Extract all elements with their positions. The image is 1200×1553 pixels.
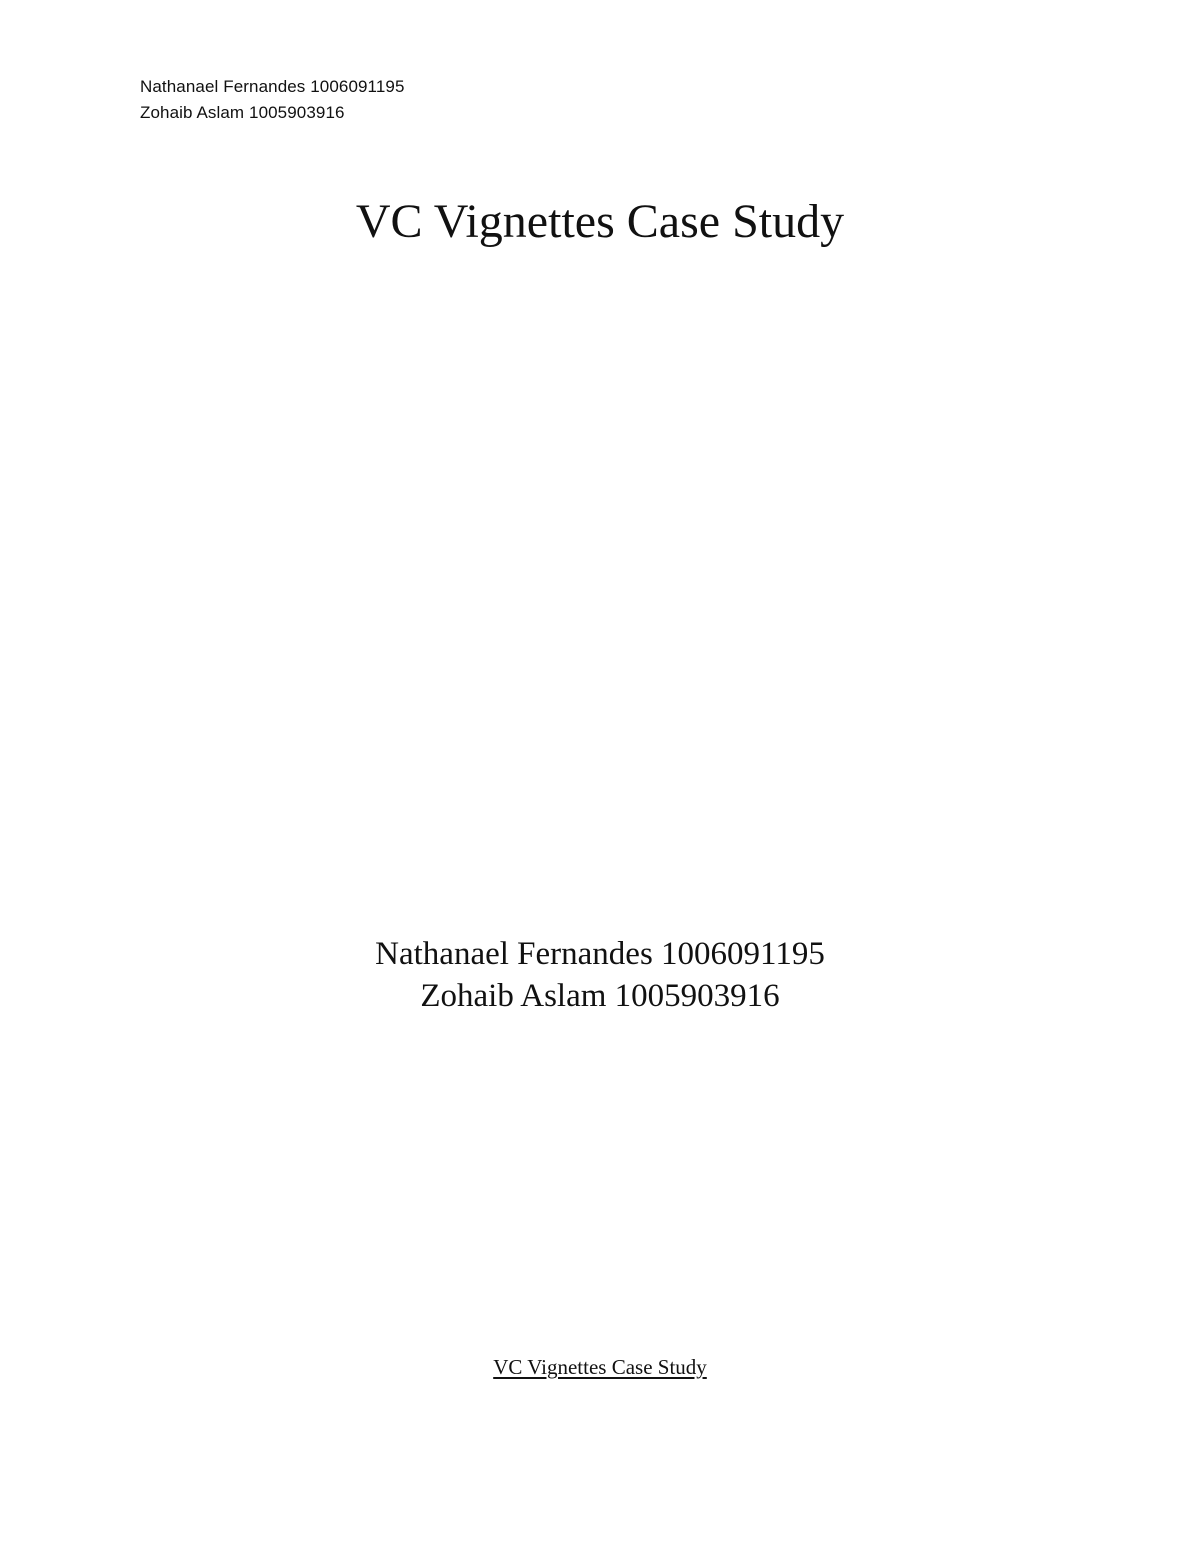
page-header — [140, 74, 405, 126]
document-title: VC Vignettes Case Study — [355, 195, 845, 248]
section-heading-text: VC Vignettes Case Study — [493, 1355, 707, 1379]
author-line-2: Zohaib Aslam 1005903916 — [420, 978, 780, 1014]
header-line-author-1: Nathanael Fernandes 1006091195 — [140, 77, 405, 96]
section-heading — [0, 1353, 1200, 1381]
header-line-author-2: Zohaib Aslam 1005903916 — [140, 103, 345, 122]
author-block — [0, 933, 1200, 1017]
author-line-1: Nathanael Fernandes 1006091195 — [375, 936, 825, 972]
